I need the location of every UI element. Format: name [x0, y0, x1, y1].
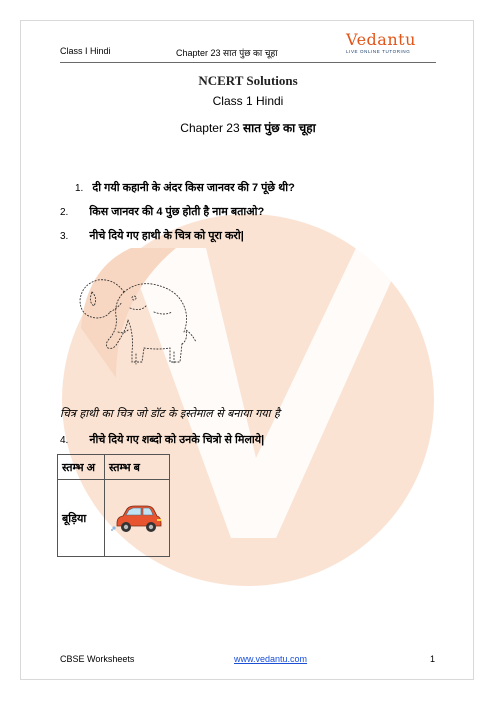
- match-table: [57, 454, 170, 557]
- table-row: [58, 480, 170, 557]
- footer-label: CBSE Worksheets: [60, 654, 135, 664]
- header-chapter-label: Chapter 23 सात पुंछ का चूहा: [176, 48, 278, 58]
- header-divider: [60, 62, 436, 63]
- question-3-text: नीचे दिये गए हाथी के चित्र को पूरा करो|: [89, 230, 244, 242]
- question-1: [75, 180, 295, 195]
- chapter-prefix: Chapter 23: [180, 121, 243, 135]
- header-class-label: Class I Hindi: [60, 46, 111, 56]
- column-a-header: स्तम्भ अ: [58, 455, 105, 480]
- footer-website-link[interactable]: www.vedantu.com: [234, 654, 308, 664]
- question-4-number: 4.: [60, 435, 69, 446]
- question-2: [60, 204, 264, 219]
- column-b-header: स्तम्भ ब: [105, 455, 170, 480]
- page-number: 1: [430, 654, 436, 664]
- question-2-number: 2.: [60, 207, 69, 218]
- page-title: NCERT Solutions: [198, 73, 298, 88]
- table-header-row: [58, 455, 170, 480]
- car-icon: [111, 501, 163, 535]
- dotted-elephant-icon: [74, 272, 208, 370]
- logo-tagline: LIVE ONLINE TUTORING: [346, 49, 411, 54]
- column-a-cell: बूड़िया: [58, 480, 105, 557]
- question-1-number: 1.: [75, 183, 84, 194]
- vedantu-logo: [346, 32, 430, 56]
- question-4-text: नीचे दिये गए शब्दो को उनके चित्रो से मिलाये|: [89, 434, 265, 446]
- chapter-hindi-title: सात पुंछ का चूहा: [243, 121, 316, 135]
- column-b-cell: [105, 480, 170, 557]
- logo-text: Vedantu: [346, 30, 416, 49]
- chapter-title: [0, 119, 496, 136]
- page-subtitle: Class 1 Hindi: [212, 94, 284, 108]
- question-2-text: किस जानवर की 4 पुंछ होती है नाम बताओ?: [89, 206, 265, 218]
- question-3-number: 3.: [60, 231, 69, 242]
- question-1-text: दी गयी कहानी के अंदर किस जानवर की 7 पूंछे थी?: [92, 182, 295, 194]
- image-caption: चित्र हाथी का चित्र जो डॉट के इस्तेमाल से बनाया गया है: [60, 407, 280, 420]
- question-4: [60, 432, 264, 447]
- question-3: [60, 228, 244, 243]
